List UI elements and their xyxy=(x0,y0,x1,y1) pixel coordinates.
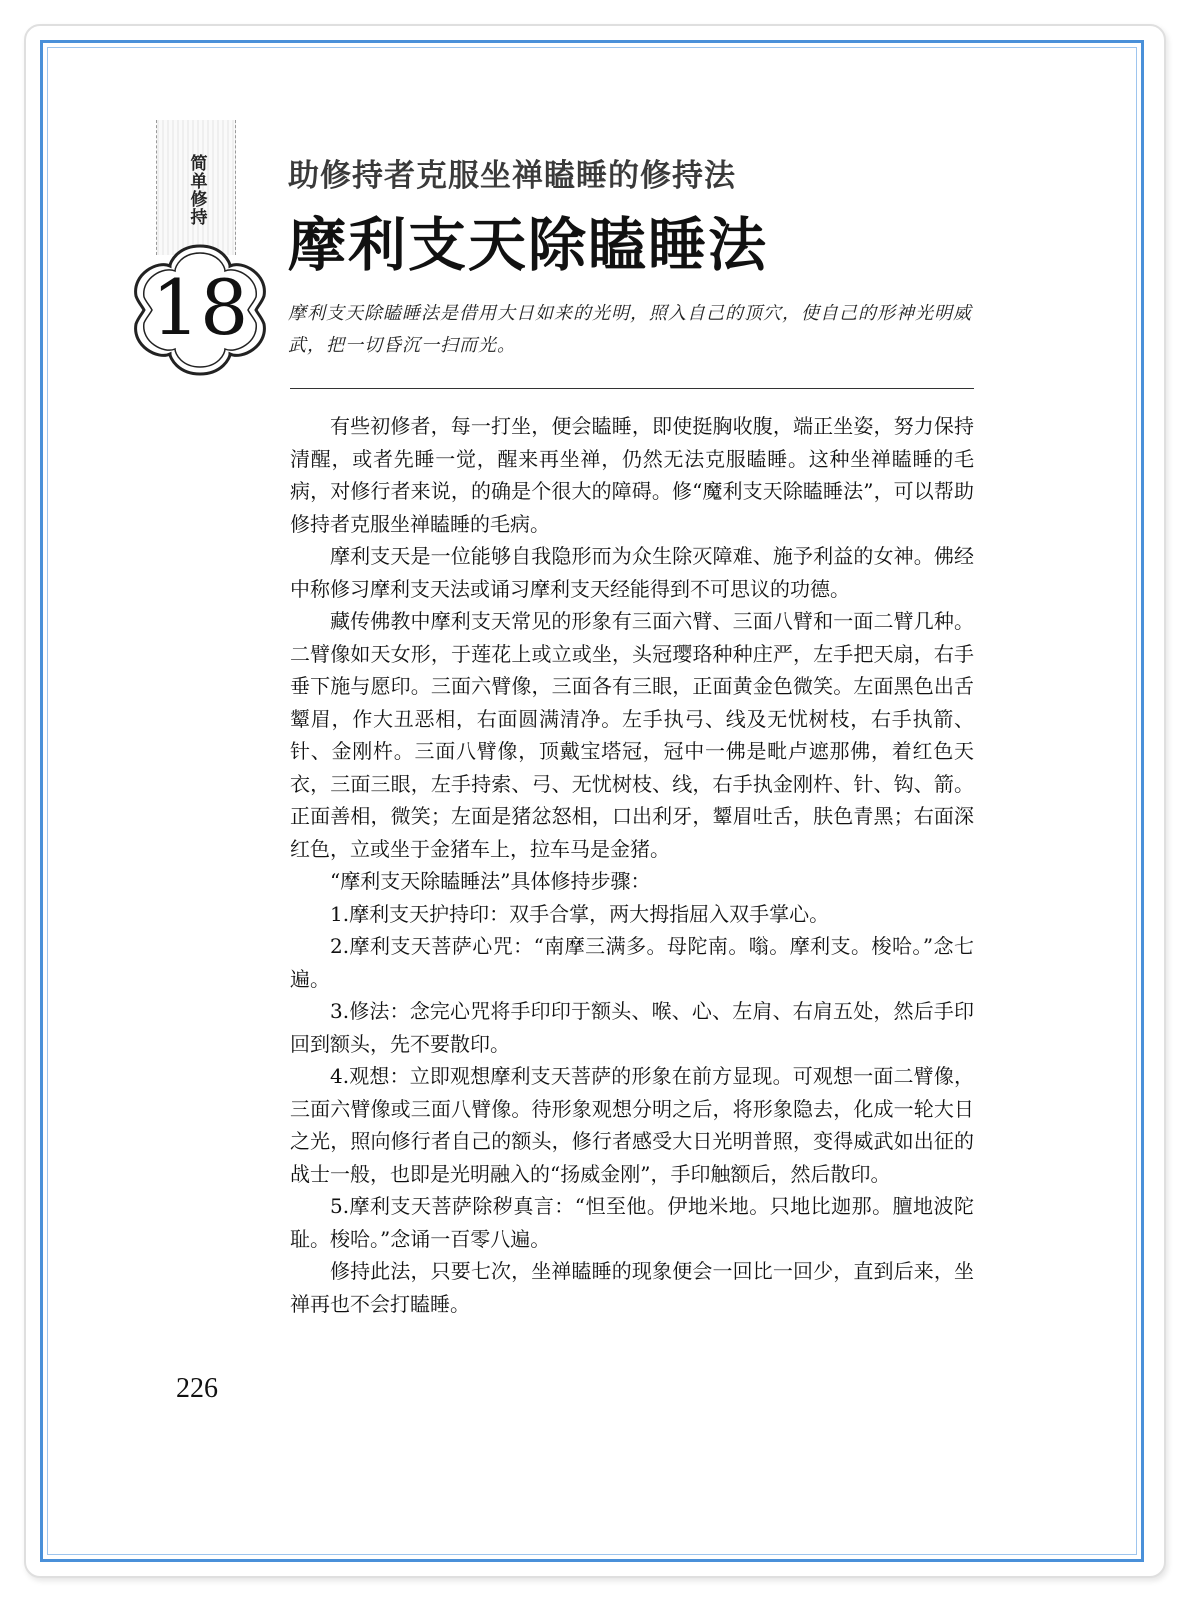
section-divider xyxy=(290,388,974,389)
paragraph: 藏传佛教中摩利支天常见的形象有三面六臂、三面八臂和一面二臂几种。二臂像如天女形，于莲花上或立或坐，头冠璎珞种种庄严，左手把天扇，右手垂下施与愿印。三面六臂像，三面各有三眼，正面黄金色微笑。左面黑色出舌颦眉，作大丑恶相，右面圆满清净。左手执弓、线及无忧树枝，右手执箭、针、金刚杵。三面八臂像，顶戴宝塔冠，冠中一佛是毗卢遮那佛，着红色天衣，三面三眼，左手持索、弓、无忧树枝、线，右手执金刚杵、针、钩、箭。正面善相，微笑；左面是猪忿怒相，口出利牙，颦眉吐舌，肤色青黑；右面深红色，立或坐于金猪车上，拉车马是金猪。 xyxy=(290,609,974,861)
paragraph: 5.摩利支天菩萨除秽真言：“怛至他。伊地米地。只地比迦那。膻地波陀耻。梭哈。”念诵一百零八遍。 xyxy=(290,1194,974,1251)
body-text xyxy=(290,410,974,1320)
side-tab-label: 简单修持 xyxy=(190,154,208,228)
chapter-title: 摩利支天除瞌睡法 xyxy=(288,211,769,279)
paragraph: 有些初修者，每一打坐，便会瞌睡，即使挺胸收腹，端正坐姿，努力保持清醒，或者先睡一觉，醒来再坐禅，仍然无法克服瞌睡。这种坐禅瞌睡的毛病，对修行者来说，的确是个很大的障碍。修“魔利支天除瞌睡法”，可以帮助修持者克服坐禅瞌睡的毛病。 xyxy=(290,414,974,536)
paragraph: 3.修法：念完心咒将手印印于额头、喉、心、左肩、右肩五处，然后手印回到额头，先不要散印。 xyxy=(290,999,974,1056)
paragraph: 1.摩利支天护持印：双手合掌，两大拇指屈入双手掌心。 xyxy=(330,901,830,926)
paragraph: 2.摩利支天菩萨心咒：“南摩三满多。母陀南。嗡。摩利支。梭哈。”念七遍。 xyxy=(290,934,974,991)
chapter-abstract: 摩利支天除瞌睡法是借用大日如来的光明，照入自己的顶穴，使自己的形神光明威武，把一切昏沉一扫而光。 xyxy=(288,303,972,356)
paragraph: 摩利支天是一位能够自我隐形而为众生除灭障难、施予利益的女神。佛经中称修习摩利支天法或诵习摩利支天经能得到不可思议的功德。 xyxy=(290,544,974,601)
chapter-subtitle: 助修持者克服坐禅瞌睡的修持法 xyxy=(288,158,736,194)
chapter-number: 18 xyxy=(151,263,249,352)
paragraph: 4.观想：立即观想摩利支天菩萨的形象在前方显现。可观想一面二臂像，三面六臂像或三面八臂像。待形象观想分明之后，将形象隐去，化成一轮大日之光，照向修行者自己的额头，修行者感受大日光明普照，变得威武如出征的战士一般，也即是光明融入的“扬威金刚”，手印触额后，然后散印。 xyxy=(290,1064,974,1186)
paragraph: “摩利支天除瞌睡法”具体修持步骤： xyxy=(330,869,651,893)
paragraph: 修持此法，只要七次，坐禅瞌睡的现象便会一回比一回少，直到后来，坐禅再也不会打瞌睡。 xyxy=(290,1259,974,1316)
page-number: 226 xyxy=(176,1373,218,1404)
